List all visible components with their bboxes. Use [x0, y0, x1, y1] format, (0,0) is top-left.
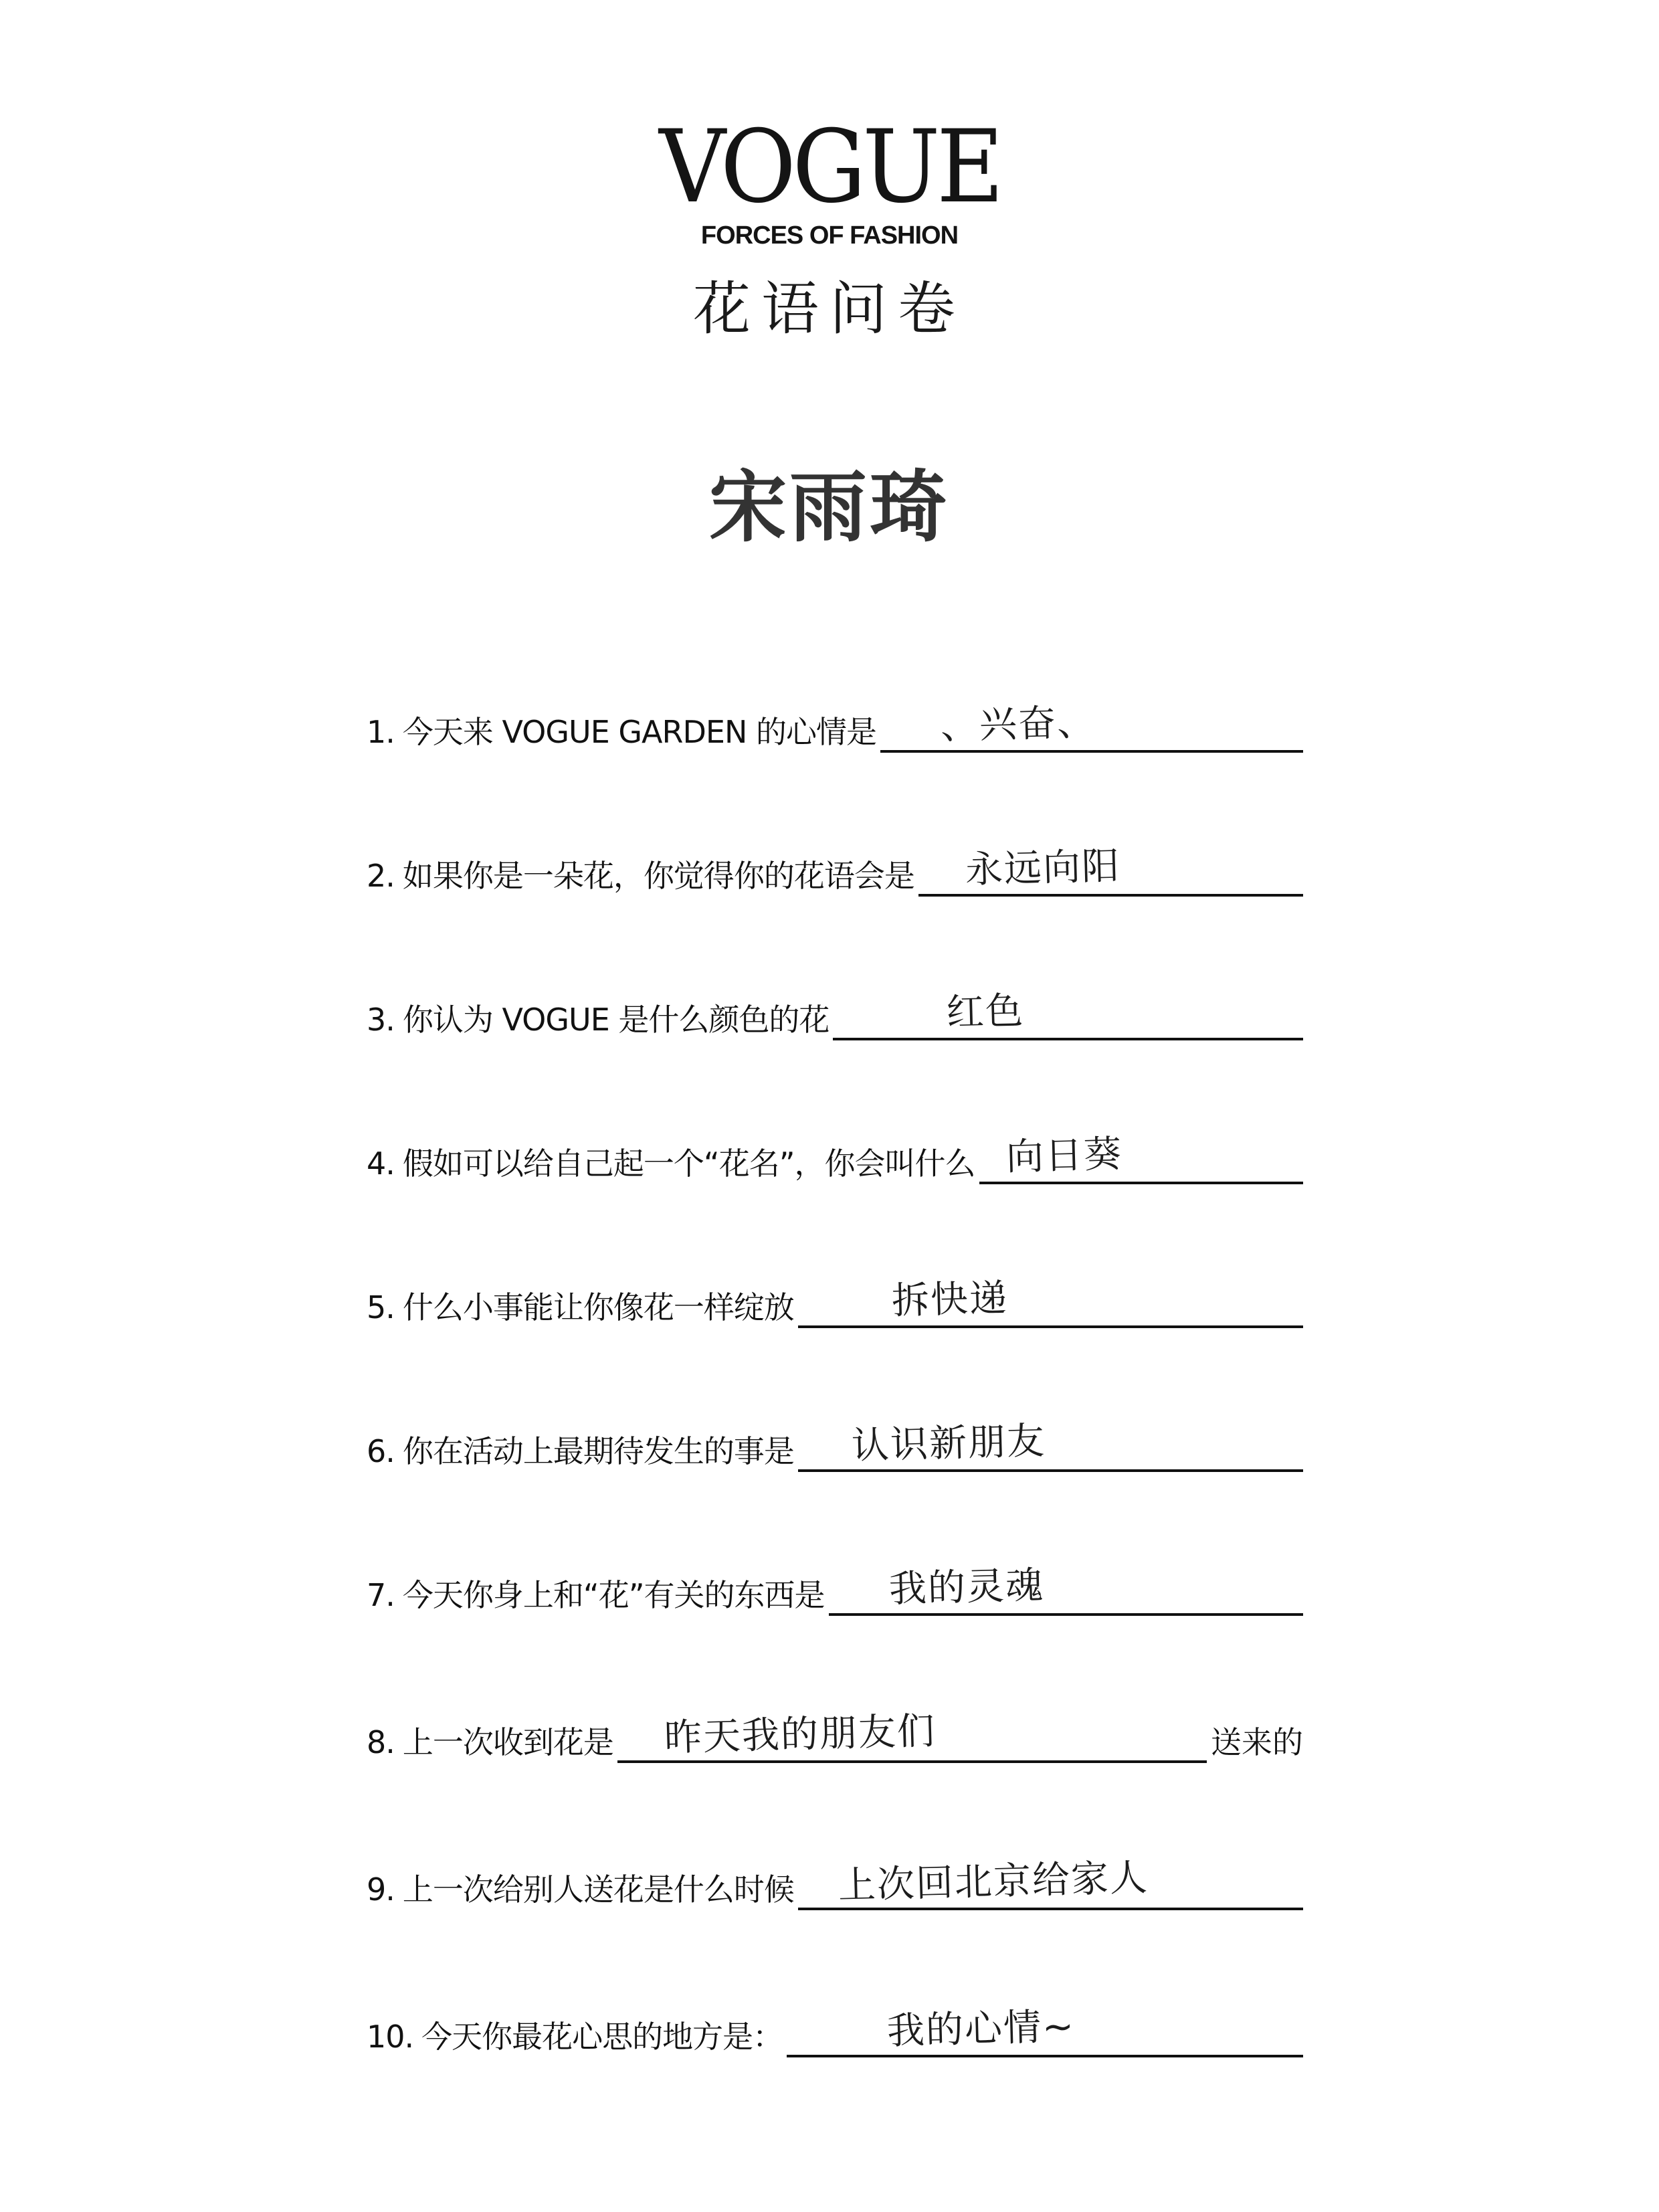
question-prompt: 今天来 VOGUE GARDEN 的心情是: [402, 714, 876, 750]
question-row-1: [367, 686, 1303, 753]
handwritten-answer: 我的灵魂: [888, 1563, 1045, 1612]
question-suffix: 送来的: [1211, 1724, 1303, 1760]
handwritten-answer: 昨天我的朋友们: [664, 1709, 937, 1760]
handwritten-answer: 永远向阳: [965, 844, 1121, 893]
question-prompt: 今天你身上和“花”有关的东西是: [402, 1577, 825, 1613]
respondent-name: 宋雨琦: [709, 462, 950, 553]
handwritten-answer: 拆快递: [891, 1276, 1009, 1323]
question-row-8: [367, 1696, 1303, 1763]
question-prompt: 上一次收到花是: [402, 1724, 613, 1760]
handwritten-answer: 我的心情~: [886, 2005, 1076, 2053]
answer-field[interactable]: [880, 683, 1303, 753]
answer-field[interactable]: [787, 1988, 1303, 2057]
question-number: 6.: [367, 1433, 395, 1469]
vogue-logo: VOGUE: [658, 109, 1001, 225]
question-prompt: 上一次给别人送花是什么时候: [402, 1871, 794, 1908]
answer-field[interactable]: [918, 827, 1303, 897]
question-number: 3.: [367, 1002, 395, 1038]
handwritten-answer: 上次回北京给家人: [838, 1855, 1149, 1908]
question-row-10: [367, 1991, 1303, 2057]
answer-field[interactable]: [617, 1693, 1207, 1763]
sheet-title: 花语问卷: [693, 276, 966, 343]
answer-field[interactable]: [798, 1259, 1303, 1328]
answer-field[interactable]: [798, 1402, 1303, 1472]
answer-field[interactable]: [829, 1546, 1303, 1616]
masthead: [0, 109, 1659, 345]
question-number: 10.: [367, 2019, 414, 2055]
answer-field[interactable]: [979, 1115, 1303, 1184]
handwritten-answer: 向日葵: [1005, 1132, 1123, 1180]
handwritten-answer: 认识新朋友: [851, 1419, 1046, 1468]
question-prompt: 如果你是一朵花，你觉得你的花语会是: [402, 858, 914, 894]
question-number: 5.: [367, 1289, 395, 1325]
question-row-9: [367, 1843, 1303, 1910]
logo-subtitle: FORCES OF FASHION: [700, 221, 959, 250]
question-prompt: 今天你最花心思的地方是：: [421, 2019, 783, 2055]
question-row-3: [367, 974, 1303, 1040]
answer-field[interactable]: [833, 971, 1303, 1040]
question-number: 4.: [367, 1145, 395, 1182]
question-row-4: [367, 1117, 1303, 1184]
question-number: 8.: [367, 1724, 395, 1760]
question-prompt: 你认为 VOGUE 是什么颜色的花: [402, 1002, 830, 1038]
question-row-6: [367, 1405, 1303, 1472]
answer-field[interactable]: [798, 1841, 1303, 1910]
question-prompt: 你在活动上最期待发生的事是: [402, 1433, 794, 1469]
question-number: 2.: [367, 858, 395, 894]
question-row-2: [367, 830, 1303, 897]
question-prompt: 什么小事能让你像花一样绽放: [402, 1289, 794, 1325]
question-number: 7.: [367, 1577, 395, 1613]
handwritten-answer: 、兴奋、: [940, 700, 1096, 749]
question-row-7: [367, 1549, 1303, 1616]
question-prompt: 假如可以给自己起一个“花名”，你会叫什么: [402, 1145, 975, 1182]
question-number: 1.: [367, 714, 395, 750]
handwritten-answer: 红色: [946, 989, 1026, 1035]
question-number: 9.: [367, 1871, 395, 1908]
question-row-5: [367, 1261, 1303, 1328]
